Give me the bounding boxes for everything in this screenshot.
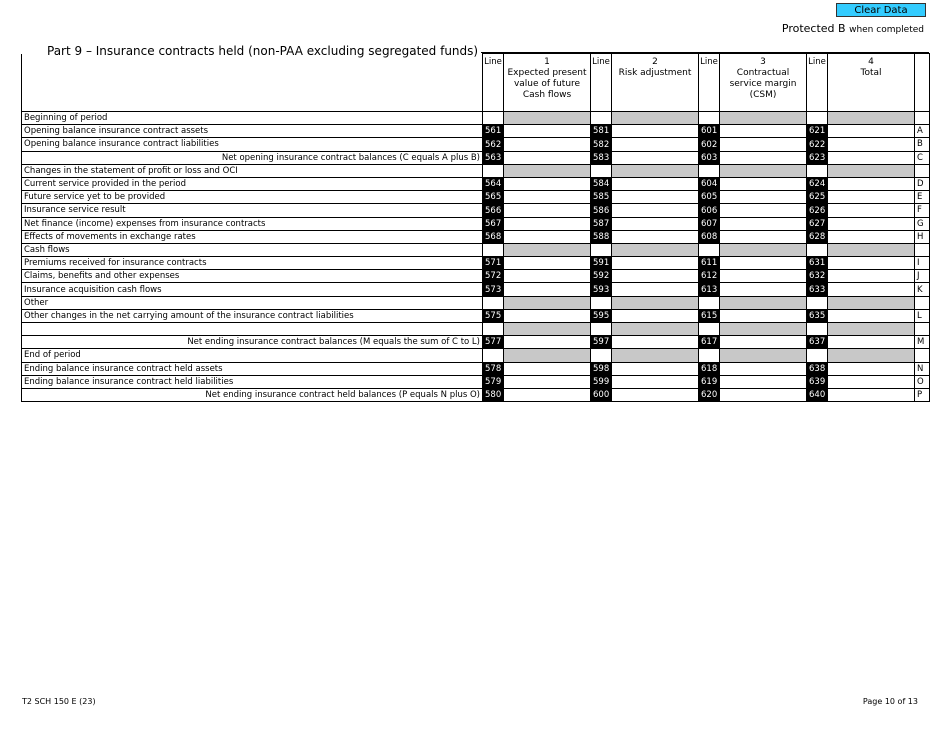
blank-line-cell	[591, 243, 612, 256]
amount-input-col1[interactable]	[504, 375, 591, 388]
blank-line-cell	[699, 112, 720, 125]
amount-input-col1[interactable]	[504, 283, 591, 296]
amount-input-col1[interactable]	[504, 217, 591, 230]
row-letter	[915, 349, 930, 362]
row-label: Effects of movements in exchange rates	[22, 230, 483, 243]
line-number: 602	[699, 138, 720, 151]
blank-line-cell	[483, 323, 504, 336]
table-row	[22, 177, 930, 190]
shaded-cell	[720, 243, 807, 256]
amount-input-col2[interactable]	[612, 204, 699, 217]
blank-line-cell	[483, 243, 504, 256]
table-row	[22, 204, 930, 217]
protected-suffix: when completed	[849, 25, 924, 35]
line-number: 592	[591, 270, 612, 283]
shaded-cell	[720, 164, 807, 177]
row-label: Premiums received for insurance contracts	[22, 257, 483, 270]
shaded-cell	[828, 323, 915, 336]
line-number: 591	[591, 257, 612, 270]
line-number: 567	[483, 217, 504, 230]
line-number: 566	[483, 204, 504, 217]
shaded-cell	[504, 349, 591, 362]
amount-input-col4[interactable]	[828, 309, 915, 322]
amount-input-col2[interactable]	[612, 177, 699, 190]
blank-line-cell	[807, 164, 828, 177]
line-number: 600	[591, 388, 612, 401]
amount-input-col3[interactable]	[720, 177, 807, 190]
blank-line-cell	[807, 296, 828, 309]
shaded-cell	[612, 349, 699, 362]
line-number: 561	[483, 125, 504, 138]
row-label: Net finance (income) expenses from insurance contracts	[22, 217, 483, 230]
row-letter: L	[915, 309, 930, 322]
amount-input-col3[interactable]	[720, 283, 807, 296]
amount-input-col3[interactable]	[720, 191, 807, 204]
line-number: 622	[807, 138, 828, 151]
row-label: Net ending insurance contract balances (M equals the sum of C to L)	[22, 336, 483, 349]
protected-label: Protected B	[781, 22, 846, 35]
line-number: 578	[483, 362, 504, 375]
col3-label: Contractual service margin (CSM)	[729, 68, 797, 100]
amount-input-col4[interactable]	[828, 362, 915, 375]
line-number: 628	[807, 230, 828, 243]
header-line-2: Line	[591, 54, 612, 112]
row-letter	[915, 112, 930, 125]
amount-input-col1[interactable]	[504, 191, 591, 204]
line-number: 632	[807, 270, 828, 283]
shaded-cell	[504, 323, 591, 336]
table-row	[22, 309, 930, 322]
line-number: 635	[807, 309, 828, 322]
header-col-3	[720, 54, 807, 112]
row-letter: D	[915, 177, 930, 190]
row-label: Insurance service result	[22, 204, 483, 217]
blank-line-cell	[807, 349, 828, 362]
section-row	[22, 349, 930, 362]
line-number: 564	[483, 177, 504, 190]
row-label: Opening balance insurance contract assets	[22, 125, 483, 138]
amount-input-col4[interactable]	[828, 191, 915, 204]
line-number: 619	[699, 375, 720, 388]
section-heading	[22, 323, 483, 336]
blank-line-cell	[483, 164, 504, 177]
blank-line-cell	[483, 112, 504, 125]
blank-line-cell	[807, 112, 828, 125]
table-row	[22, 388, 930, 401]
shaded-cell	[504, 243, 591, 256]
line-number: 604	[699, 177, 720, 190]
shaded-cell	[504, 164, 591, 177]
blank-line-cell	[699, 296, 720, 309]
table-row	[22, 257, 930, 270]
line-number: 612	[699, 270, 720, 283]
line-number: 627	[807, 217, 828, 230]
line-number: 565	[483, 191, 504, 204]
table-row	[22, 362, 930, 375]
amount-input-col3[interactable]	[720, 204, 807, 217]
row-letter	[915, 243, 930, 256]
amount-input-col4[interactable]	[828, 125, 915, 138]
amount-input-col4[interactable]	[828, 257, 915, 270]
amount-input-col3[interactable]	[720, 375, 807, 388]
amount-input-col2[interactable]	[612, 191, 699, 204]
row-label: Net opening insurance contract balances (C equals A plus B)	[22, 151, 483, 164]
amount-input-col1[interactable]	[504, 151, 591, 164]
line-number: 585	[591, 191, 612, 204]
table-row	[22, 283, 930, 296]
row-letter	[915, 323, 930, 336]
row-letter	[915, 296, 930, 309]
shaded-cell	[828, 112, 915, 125]
amount-input-col1[interactable]	[504, 362, 591, 375]
amount-input-col1[interactable]	[504, 138, 591, 151]
line-number: 599	[591, 375, 612, 388]
line-number: 601	[699, 125, 720, 138]
shaded-cell	[612, 243, 699, 256]
blank-line-cell	[699, 349, 720, 362]
amount-input-col1[interactable]	[504, 270, 591, 283]
row-letter: K	[915, 283, 930, 296]
amount-input-col2[interactable]	[612, 283, 699, 296]
shaded-cell	[504, 296, 591, 309]
amount-input-col2[interactable]	[612, 375, 699, 388]
amount-input-col3[interactable]	[720, 257, 807, 270]
amount-input-col2[interactable]	[612, 257, 699, 270]
line-number: 568	[483, 230, 504, 243]
section-heading: Changes in the statement of profit or loss and OCI	[22, 164, 483, 177]
header-col-1	[504, 54, 591, 112]
line-number: 571	[483, 257, 504, 270]
amount-input-col2[interactable]	[612, 270, 699, 283]
line-number: 581	[591, 125, 612, 138]
shaded-cell	[828, 349, 915, 362]
amount-input-col2[interactable]	[612, 138, 699, 151]
shaded-cell	[828, 296, 915, 309]
header-col-2	[612, 54, 699, 112]
line-number: 586	[591, 204, 612, 217]
line-number: 607	[699, 217, 720, 230]
form-identifier: T2 SCH 150 E (23)	[22, 697, 96, 706]
header-line-4: Line	[807, 54, 828, 112]
row-letter: J	[915, 270, 930, 283]
row-letter: E	[915, 191, 930, 204]
amount-input-col3[interactable]	[720, 362, 807, 375]
blank-line-cell	[807, 323, 828, 336]
line-number: 625	[807, 191, 828, 204]
row-label: Opening balance insurance contract liabilities	[22, 138, 483, 151]
section-row	[22, 164, 930, 177]
amount-input-col1[interactable]	[504, 257, 591, 270]
shaded-cell	[720, 349, 807, 362]
shaded-cell	[612, 164, 699, 177]
line-number: 595	[591, 309, 612, 322]
col2-number: 2	[652, 57, 658, 67]
line-number: 593	[591, 283, 612, 296]
line-number: 620	[699, 388, 720, 401]
header-description-cell	[22, 54, 483, 112]
header-row	[22, 54, 930, 112]
amount-input-col2[interactable]	[612, 388, 699, 401]
line-number: 582	[591, 138, 612, 151]
shaded-cell	[828, 164, 915, 177]
table-row	[22, 375, 930, 388]
section-heading: End of period	[22, 349, 483, 362]
amount-input-col1[interactable]	[504, 177, 591, 190]
line-number: 584	[591, 177, 612, 190]
line-number: 618	[699, 362, 720, 375]
row-label: Current service provided in the period	[22, 177, 483, 190]
amount-input-col4[interactable]	[828, 375, 915, 388]
amount-input-col1[interactable]	[504, 388, 591, 401]
amount-input-col4[interactable]	[828, 177, 915, 190]
blank-line-cell	[807, 243, 828, 256]
header-col-4	[828, 54, 915, 112]
amount-input-col3[interactable]	[720, 138, 807, 151]
section-row	[22, 323, 930, 336]
amount-input-col4[interactable]	[828, 138, 915, 151]
shaded-cell	[612, 296, 699, 309]
row-label: Future service yet to be provided	[22, 191, 483, 204]
amount-input-col1[interactable]	[504, 230, 591, 243]
line-number: 573	[483, 283, 504, 296]
section-row	[22, 243, 930, 256]
line-number: 603	[699, 151, 720, 164]
line-number: 563	[483, 151, 504, 164]
blank-line-cell	[591, 349, 612, 362]
amount-input-col4[interactable]	[828, 270, 915, 283]
table-row	[22, 191, 930, 204]
part-title: Part 9 – Insurance contracts held (non-PAA excluding segregated funds)	[44, 44, 481, 58]
blank-line-cell	[699, 243, 720, 256]
line-number: 633	[807, 283, 828, 296]
line-number: 598	[591, 362, 612, 375]
table-row	[22, 230, 930, 243]
clear-data-button[interactable]: Clear Data	[836, 3, 926, 17]
header-line-3: Line	[699, 54, 720, 112]
blank-line-cell	[591, 323, 612, 336]
amount-input-col4[interactable]	[828, 230, 915, 243]
line-number: 637	[807, 336, 828, 349]
amount-input-col2[interactable]	[612, 336, 699, 349]
row-letter: F	[915, 204, 930, 217]
line-number: 562	[483, 138, 504, 151]
col2-label: Risk adjustment	[618, 68, 692, 78]
amount-input-col3[interactable]	[720, 125, 807, 138]
line-number: 626	[807, 204, 828, 217]
table-row	[22, 270, 930, 283]
line-number: 640	[807, 388, 828, 401]
amount-input-col2[interactable]	[612, 125, 699, 138]
col4-label: Total	[860, 68, 882, 78]
blank-line-cell	[591, 296, 612, 309]
amount-input-col3[interactable]	[720, 309, 807, 322]
amount-input-col2[interactable]	[612, 362, 699, 375]
amount-input-col3[interactable]	[720, 270, 807, 283]
shaded-cell	[828, 243, 915, 256]
line-number: 572	[483, 270, 504, 283]
row-label: Insurance acquisition cash flows	[22, 283, 483, 296]
amount-input-col4[interactable]	[828, 217, 915, 230]
line-number: 580	[483, 388, 504, 401]
amount-input-col1[interactable]	[504, 336, 591, 349]
row-label: Ending balance insurance contract held liabilities	[22, 375, 483, 388]
blank-line-cell	[699, 323, 720, 336]
blank-line-cell	[483, 349, 504, 362]
shaded-cell	[720, 323, 807, 336]
col4-number: 4	[868, 57, 874, 67]
line-number: 583	[591, 151, 612, 164]
blank-line-cell	[483, 296, 504, 309]
line-number: 611	[699, 257, 720, 270]
amount-input-col2[interactable]	[612, 217, 699, 230]
row-letter: G	[915, 217, 930, 230]
row-label: Ending balance insurance contract held assets	[22, 362, 483, 375]
amount-input-col4[interactable]	[828, 336, 915, 349]
row-letter: N	[915, 362, 930, 375]
protected-b-notice	[782, 22, 924, 35]
col3-number: 3	[760, 57, 766, 67]
row-letter	[915, 164, 930, 177]
section-heading: Cash flows	[22, 243, 483, 256]
amount-input-col3[interactable]	[720, 230, 807, 243]
table-row	[22, 138, 930, 151]
row-label: Other changes in the net carrying amount of the insurance contract liabilities	[22, 309, 483, 322]
section-row	[22, 296, 930, 309]
line-number: 579	[483, 375, 504, 388]
line-number: 638	[807, 362, 828, 375]
row-letter: M	[915, 336, 930, 349]
blank-line-cell	[591, 112, 612, 125]
line-number: 639	[807, 375, 828, 388]
col1-label: Expected present value of future Cash flows	[507, 68, 587, 100]
page-number: Page 10 of 13	[862, 697, 918, 706]
row-letter: P	[915, 388, 930, 401]
row-letter: B	[915, 138, 930, 151]
line-number: 623	[807, 151, 828, 164]
row-label: Net ending insurance contract held balances (P equals N plus O)	[22, 388, 483, 401]
col1-number: 1	[544, 57, 550, 67]
amount-input-col4[interactable]	[828, 283, 915, 296]
line-number: 577	[483, 336, 504, 349]
row-label: Claims, benefits and other expenses	[22, 270, 483, 283]
amount-input-col2[interactable]	[612, 230, 699, 243]
section-row	[22, 112, 930, 125]
line-number: 575	[483, 309, 504, 322]
section-heading: Other	[22, 296, 483, 309]
row-letter: C	[915, 151, 930, 164]
line-number: 613	[699, 283, 720, 296]
section-heading: Beginning of period	[22, 112, 483, 125]
shaded-cell	[720, 112, 807, 125]
line-number: 606	[699, 204, 720, 217]
amount-input-col2[interactable]	[612, 151, 699, 164]
amount-input-col2[interactable]	[612, 309, 699, 322]
row-letter: O	[915, 375, 930, 388]
row-letter: A	[915, 125, 930, 138]
amount-input-col1[interactable]	[504, 309, 591, 322]
line-number: 624	[807, 177, 828, 190]
amount-input-col3[interactable]	[720, 217, 807, 230]
amount-input-col4[interactable]	[828, 204, 915, 217]
table-row	[22, 151, 930, 164]
table-row	[22, 125, 930, 138]
amount-input-col3[interactable]	[720, 388, 807, 401]
line-number: 631	[807, 257, 828, 270]
line-number: 605	[699, 191, 720, 204]
shaded-cell	[612, 112, 699, 125]
line-number: 597	[591, 336, 612, 349]
blank-line-cell	[699, 164, 720, 177]
line-number: 587	[591, 217, 612, 230]
table-row	[22, 217, 930, 230]
header-letter-cell	[915, 54, 930, 112]
amount-input-col1[interactable]	[504, 204, 591, 217]
amount-input-col3[interactable]	[720, 151, 807, 164]
row-letter: H	[915, 230, 930, 243]
line-number: 617	[699, 336, 720, 349]
table-row	[22, 336, 930, 349]
line-number: 615	[699, 309, 720, 322]
shaded-cell	[720, 296, 807, 309]
shaded-cell	[504, 112, 591, 125]
amount-input-col4[interactable]	[828, 151, 915, 164]
amount-input-col4[interactable]	[828, 388, 915, 401]
blank-line-cell	[591, 164, 612, 177]
header-line-1: Line	[483, 54, 504, 112]
line-number: 588	[591, 230, 612, 243]
amount-input-col3[interactable]	[720, 336, 807, 349]
shaded-cell	[612, 323, 699, 336]
amount-input-col1[interactable]	[504, 125, 591, 138]
row-letter: I	[915, 257, 930, 270]
part9-table	[21, 53, 930, 402]
line-number: 621	[807, 125, 828, 138]
line-number: 608	[699, 230, 720, 243]
